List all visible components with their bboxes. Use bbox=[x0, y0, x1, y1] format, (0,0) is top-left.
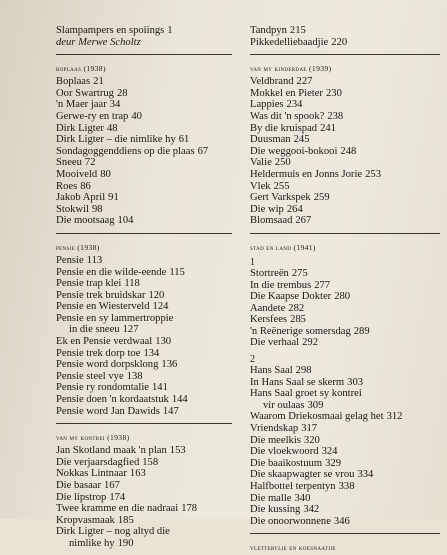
entry-title: Aandete bbox=[250, 302, 286, 314]
entry-title: Die onoorwonnene bbox=[250, 515, 331, 527]
entry-page-number: 264 bbox=[286, 203, 303, 215]
entry-title: Die verhaal bbox=[250, 337, 300, 349]
entry-title: Die meelkis bbox=[250, 434, 301, 446]
entry-page-number: 309 bbox=[307, 399, 324, 411]
entry-title: Nokkas Lintnaar bbox=[56, 468, 127, 480]
section-heading: vlettervlie en koesnaatjie bbox=[250, 543, 336, 553]
entry-title: Die verjaarsdagfied bbox=[56, 456, 140, 468]
toc-entry bbox=[250, 123, 440, 135]
entry-page-number: 98 bbox=[91, 203, 103, 215]
entry-page-number: 21 bbox=[93, 76, 104, 88]
section-divider bbox=[250, 533, 440, 534]
section-divider bbox=[250, 54, 440, 55]
entry-page-number: 48 bbox=[106, 122, 118, 134]
entry-page-number: 292 bbox=[302, 337, 319, 349]
toc-entry bbox=[56, 111, 232, 123]
entry-page-number: 334 bbox=[357, 469, 374, 481]
entry-page-number: 320 bbox=[303, 434, 320, 446]
toc-entry bbox=[250, 268, 440, 280]
toc-entry bbox=[56, 267, 232, 279]
entry-page-number: 340 bbox=[294, 492, 311, 504]
part-number: 1 bbox=[250, 256, 255, 268]
entry-title: Was dit 'n spook? bbox=[250, 110, 325, 122]
toc-entry bbox=[250, 337, 440, 349]
entry-title: Mokkel en Pieter bbox=[250, 87, 323, 99]
entry-page-number: 267 bbox=[295, 215, 312, 227]
toc-entry bbox=[250, 314, 440, 326]
entry-title: In die trembus bbox=[250, 279, 312, 291]
entry-page-number: 127 bbox=[122, 324, 139, 336]
entry-title: Boplaas bbox=[56, 76, 91, 88]
entry-title: Stokwil bbox=[56, 203, 89, 215]
toc-entry bbox=[250, 458, 440, 470]
entry-title: Die lipstrop bbox=[56, 491, 107, 503]
entry-title: Die kussing bbox=[250, 504, 301, 516]
section-heading: pensie (1938) bbox=[56, 242, 100, 252]
toc-entry bbox=[250, 377, 440, 389]
toc-entry bbox=[250, 134, 440, 146]
toc-entry bbox=[56, 123, 232, 135]
entry-page-number: 220 bbox=[331, 36, 348, 48]
entry-page-number: 167 bbox=[104, 480, 120, 491]
toc-entry bbox=[56, 538, 232, 550]
entry-page-number: 282 bbox=[288, 302, 305, 314]
entry-title: Pensie ry rondomtalie bbox=[56, 382, 149, 394]
entry-title: Pensie trap klei bbox=[56, 278, 122, 290]
entry-page-number: 317 bbox=[301, 423, 318, 435]
entry-title: Tandpyn bbox=[250, 25, 287, 36]
entry-title: Dirk Ligter – die nimlike hy bbox=[56, 134, 176, 146]
toc-entry bbox=[250, 111, 440, 123]
toc-entry bbox=[56, 88, 232, 100]
section-heading: van my kinderdae (1939) bbox=[250, 64, 332, 74]
entry-page-number: 174 bbox=[109, 491, 126, 503]
entry-title: Pensie steel vye bbox=[56, 370, 124, 382]
toc-entry bbox=[56, 25, 232, 37]
section-divider bbox=[56, 423, 232, 424]
entry-title: Jakob April bbox=[56, 192, 106, 204]
entry-page-number: 91 bbox=[108, 192, 119, 204]
entry-page-number: 130 bbox=[155, 336, 172, 348]
entry-page-number: 329 bbox=[325, 457, 341, 469]
entry-title: Die mootsaag bbox=[56, 215, 115, 227]
entry-page-number: 1 bbox=[167, 25, 173, 36]
entry-page-number: 234 bbox=[286, 99, 303, 111]
entry-title: Vriendskap bbox=[250, 423, 299, 435]
toc-entry bbox=[250, 25, 440, 37]
entry-page-number: 259 bbox=[313, 192, 330, 204]
entry-title: Veldbrand bbox=[250, 76, 294, 88]
entry-title: Mooiveld bbox=[56, 168, 98, 180]
toc-entry bbox=[56, 313, 232, 325]
entry-title: Ek en Pensie verdwaal bbox=[56, 336, 153, 348]
entry-page-number: 158 bbox=[142, 456, 159, 468]
entry-title: Gert Varkspek bbox=[250, 192, 311, 204]
toc-entry bbox=[250, 388, 440, 400]
entry-page-number: 230 bbox=[325, 87, 342, 99]
toc-entry bbox=[56, 181, 232, 193]
entry-page-number: 248 bbox=[340, 145, 357, 157]
section-heading: boplaas (1938) bbox=[56, 64, 106, 74]
entry-page-number: 277 bbox=[314, 279, 331, 291]
entry-title: Pensie en sy lammertroppie bbox=[56, 312, 174, 324]
entry-title: nimlike hy bbox=[69, 537, 115, 549]
entry-title: in die sneeu bbox=[69, 324, 120, 336]
entry-page-number: 298 bbox=[295, 365, 312, 377]
entry-title: Blomsaad bbox=[250, 215, 293, 227]
toc-entry bbox=[56, 480, 232, 492]
toc-entry bbox=[56, 324, 232, 336]
entry-title: Slampampers en spoiings bbox=[56, 25, 165, 36]
entry-page-number: 280 bbox=[334, 291, 351, 303]
section-heading: stad en land (1941) bbox=[250, 242, 316, 252]
toc-entry bbox=[250, 365, 440, 377]
entry-title: Dirk Ligter – nog altyd die bbox=[56, 526, 170, 538]
entry-title: Oor Swartrug bbox=[56, 87, 114, 99]
entry-title: Pensie bbox=[56, 254, 84, 266]
toc-column-right bbox=[250, 25, 440, 555]
entry-title: Kropvasmaak bbox=[56, 514, 115, 526]
entry-page-number: 215 bbox=[289, 25, 306, 36]
toc-entry bbox=[56, 76, 232, 88]
entry-title: Waarom Driekosmaai gelag het bbox=[250, 411, 384, 423]
toc-entry bbox=[250, 291, 440, 303]
toc-entry bbox=[56, 492, 232, 504]
entry-title: Die skaapwagter se vrou bbox=[250, 469, 355, 481]
toc-entry bbox=[250, 76, 440, 88]
toc-entry bbox=[56, 348, 232, 360]
entry-page-number: 227 bbox=[296, 76, 313, 88]
entry-title: Jan Skotland maak 'n plan bbox=[56, 445, 167, 457]
toc-entry bbox=[250, 181, 440, 193]
entry-page-number: 255 bbox=[273, 180, 290, 192]
toc-entry bbox=[56, 371, 232, 383]
toc-entry bbox=[56, 382, 232, 394]
entry-title: Duusman bbox=[250, 134, 291, 146]
entry-page-number: 238 bbox=[327, 110, 344, 122]
entry-page-number: 86 bbox=[80, 180, 91, 192]
entry-page-number: 120 bbox=[148, 289, 165, 301]
entry-title: Pensie doen 'n kordaatstuk bbox=[56, 394, 169, 406]
toc-column-left bbox=[56, 25, 232, 550]
entry-title: Die baaikostuum bbox=[250, 457, 323, 469]
entry-page-number: 141 bbox=[151, 382, 168, 394]
toc-entry bbox=[250, 411, 440, 423]
entry-page-number: 104 bbox=[117, 215, 134, 227]
entry-title: Sondagoggenddiens op die plaas bbox=[56, 145, 195, 157]
entry-title: Heldermuis en Jonns Jorie bbox=[250, 168, 363, 180]
entry-title: Pensie trek bruidskar bbox=[56, 289, 146, 301]
toc-entry bbox=[250, 326, 440, 338]
entry-page-number: 134 bbox=[143, 347, 160, 359]
toc-entry bbox=[56, 255, 232, 267]
entry-page-number: 67 bbox=[197, 145, 209, 157]
entry-title: By die kruispad bbox=[250, 122, 318, 134]
toc-entry bbox=[56, 336, 232, 348]
toc-entry bbox=[250, 516, 440, 528]
toc-entry bbox=[250, 215, 440, 227]
entry-page-number: 147 bbox=[162, 405, 179, 417]
entry-page-number: 342 bbox=[303, 504, 320, 516]
toc-entry bbox=[56, 157, 232, 169]
toc-entry bbox=[56, 215, 232, 227]
entry-page-number: 338 bbox=[338, 481, 355, 492]
entry-title: 'n Maer jaar bbox=[56, 99, 107, 111]
toc-entry bbox=[250, 469, 440, 481]
toc-entry bbox=[250, 400, 440, 412]
entry-page-number: 289 bbox=[353, 325, 370, 337]
entry-page-number: 245 bbox=[293, 134, 310, 146]
entry-title: Pikkedelliebaadjie bbox=[250, 36, 329, 48]
entry-title: Dirk Ligter bbox=[56, 122, 104, 134]
toc-entry bbox=[56, 169, 232, 181]
entry-page-number: 253 bbox=[365, 168, 381, 180]
entry-page-number: 124 bbox=[152, 301, 169, 313]
entry-page-number: 324 bbox=[321, 446, 338, 458]
toc-entry bbox=[250, 481, 440, 493]
toc-entry bbox=[250, 169, 440, 181]
entry-page-number: 136 bbox=[161, 359, 178, 371]
toc-entry bbox=[250, 280, 440, 292]
entry-page-number: 72 bbox=[84, 157, 96, 169]
entry-title: Hans Saal bbox=[250, 365, 293, 377]
toc-entry bbox=[56, 394, 232, 406]
toc-entry bbox=[250, 423, 440, 435]
toc-entry bbox=[56, 515, 232, 527]
entry-title: Roes bbox=[56, 180, 78, 192]
entry-page-number: 61 bbox=[178, 134, 190, 146]
toc-entry bbox=[250, 303, 440, 315]
entry-title: Stortreën bbox=[250, 267, 289, 279]
entry-title: Die weggooi-bokooi bbox=[250, 145, 338, 157]
entry-title: Pensie trek dorp toe bbox=[56, 347, 141, 359]
toc-entry bbox=[250, 435, 440, 447]
toc-entry bbox=[250, 504, 440, 516]
toc-entry bbox=[56, 468, 232, 480]
entry-title: Kersfees bbox=[250, 314, 288, 326]
toc-entry bbox=[56, 290, 232, 302]
section-divider bbox=[250, 233, 440, 234]
entry-title: Twee kramme en die nadraai bbox=[56, 503, 179, 515]
entry-page-number: 113 bbox=[86, 254, 103, 266]
entry-page-number: 285 bbox=[290, 314, 306, 326]
entry-title: In Hans Saal se skerm bbox=[250, 376, 345, 388]
toc-entry bbox=[250, 88, 440, 100]
entry-title: Sneeu bbox=[56, 157, 82, 169]
entry-title: Valie bbox=[250, 157, 272, 169]
entry-page-number: 185 bbox=[117, 514, 134, 526]
entry-page-number: 250 bbox=[274, 157, 291, 169]
toc-entry bbox=[250, 99, 440, 111]
entry-title: Pensie en Wiesterveld bbox=[56, 301, 150, 313]
entry-page-number: 40 bbox=[131, 110, 142, 122]
part-number: 2 bbox=[250, 354, 255, 366]
toc-entry bbox=[56, 301, 232, 313]
entry-page-number: 144 bbox=[171, 394, 188, 406]
entry-page-number: 275 bbox=[291, 267, 308, 279]
author-line: deur Merwe Scholtz bbox=[56, 36, 141, 48]
section-divider bbox=[56, 233, 232, 234]
entry-page-number: 118 bbox=[124, 278, 140, 290]
entry-page-number: 80 bbox=[100, 168, 111, 180]
section-heading: van my kontrei (1938) bbox=[56, 433, 130, 443]
entry-page-number: 178 bbox=[181, 503, 198, 515]
entry-page-number: 163 bbox=[129, 468, 146, 480]
toc-entry bbox=[56, 445, 232, 457]
entry-title: vir oulaas bbox=[263, 399, 305, 411]
section-divider bbox=[56, 54, 232, 55]
toc-entry bbox=[250, 493, 440, 505]
entry-page-number: 241 bbox=[320, 122, 336, 134]
toc-entry bbox=[250, 446, 440, 458]
entry-title: Vlek bbox=[250, 180, 271, 192]
entry-title: Gerwe-ry en trap bbox=[56, 110, 129, 122]
entry-page-number: 34 bbox=[109, 99, 121, 111]
toc-entry bbox=[56, 359, 232, 371]
toc-entry bbox=[250, 146, 440, 158]
toc-entry bbox=[56, 204, 232, 216]
toc-entry bbox=[56, 503, 232, 515]
toc-entry bbox=[250, 204, 440, 216]
entry-title: Die basaar bbox=[56, 480, 101, 491]
entry-page-number: 190 bbox=[117, 537, 134, 549]
entry-title: Lappies bbox=[250, 99, 284, 111]
entry-page-number: 303 bbox=[347, 376, 364, 388]
entry-title: 'n Reënerige somersdag bbox=[250, 325, 351, 337]
toc-entry bbox=[56, 134, 232, 146]
entry-title: Die wip bbox=[250, 203, 284, 215]
entry-title: Die vloekwoord bbox=[250, 446, 319, 458]
entry-title: Pensie word Jan Dawids bbox=[56, 405, 160, 417]
toc-entry bbox=[56, 99, 232, 111]
entry-page-number: 312 bbox=[386, 411, 403, 423]
entry-page-number: 115 bbox=[169, 266, 185, 278]
entry-title: Pensie word dorpsklong bbox=[56, 359, 159, 371]
entry-title: Hans Saal groet sy kontrei bbox=[250, 388, 362, 400]
toc-entry bbox=[56, 457, 232, 469]
entry-page-number: 28 bbox=[116, 87, 128, 99]
entry-page-number: 138 bbox=[126, 370, 143, 382]
toc-entry bbox=[250, 157, 440, 169]
toc-entry bbox=[56, 146, 232, 158]
toc-entry bbox=[250, 192, 440, 204]
toc-entry bbox=[56, 526, 232, 538]
entry-title: Pensie en die wilde-eende bbox=[56, 266, 167, 278]
entry-title: Die malle bbox=[250, 492, 292, 504]
entry-title: Halfbottel terpentyn bbox=[250, 481, 336, 492]
toc-entry bbox=[56, 278, 232, 290]
toc-entry bbox=[56, 406, 232, 418]
entry-title: Die Kaapse Dokter bbox=[250, 291, 332, 303]
entry-page-number: 153 bbox=[169, 445, 186, 457]
toc-entry bbox=[250, 37, 440, 49]
entry-page-number: 346 bbox=[333, 515, 350, 527]
toc-entry bbox=[56, 192, 232, 204]
